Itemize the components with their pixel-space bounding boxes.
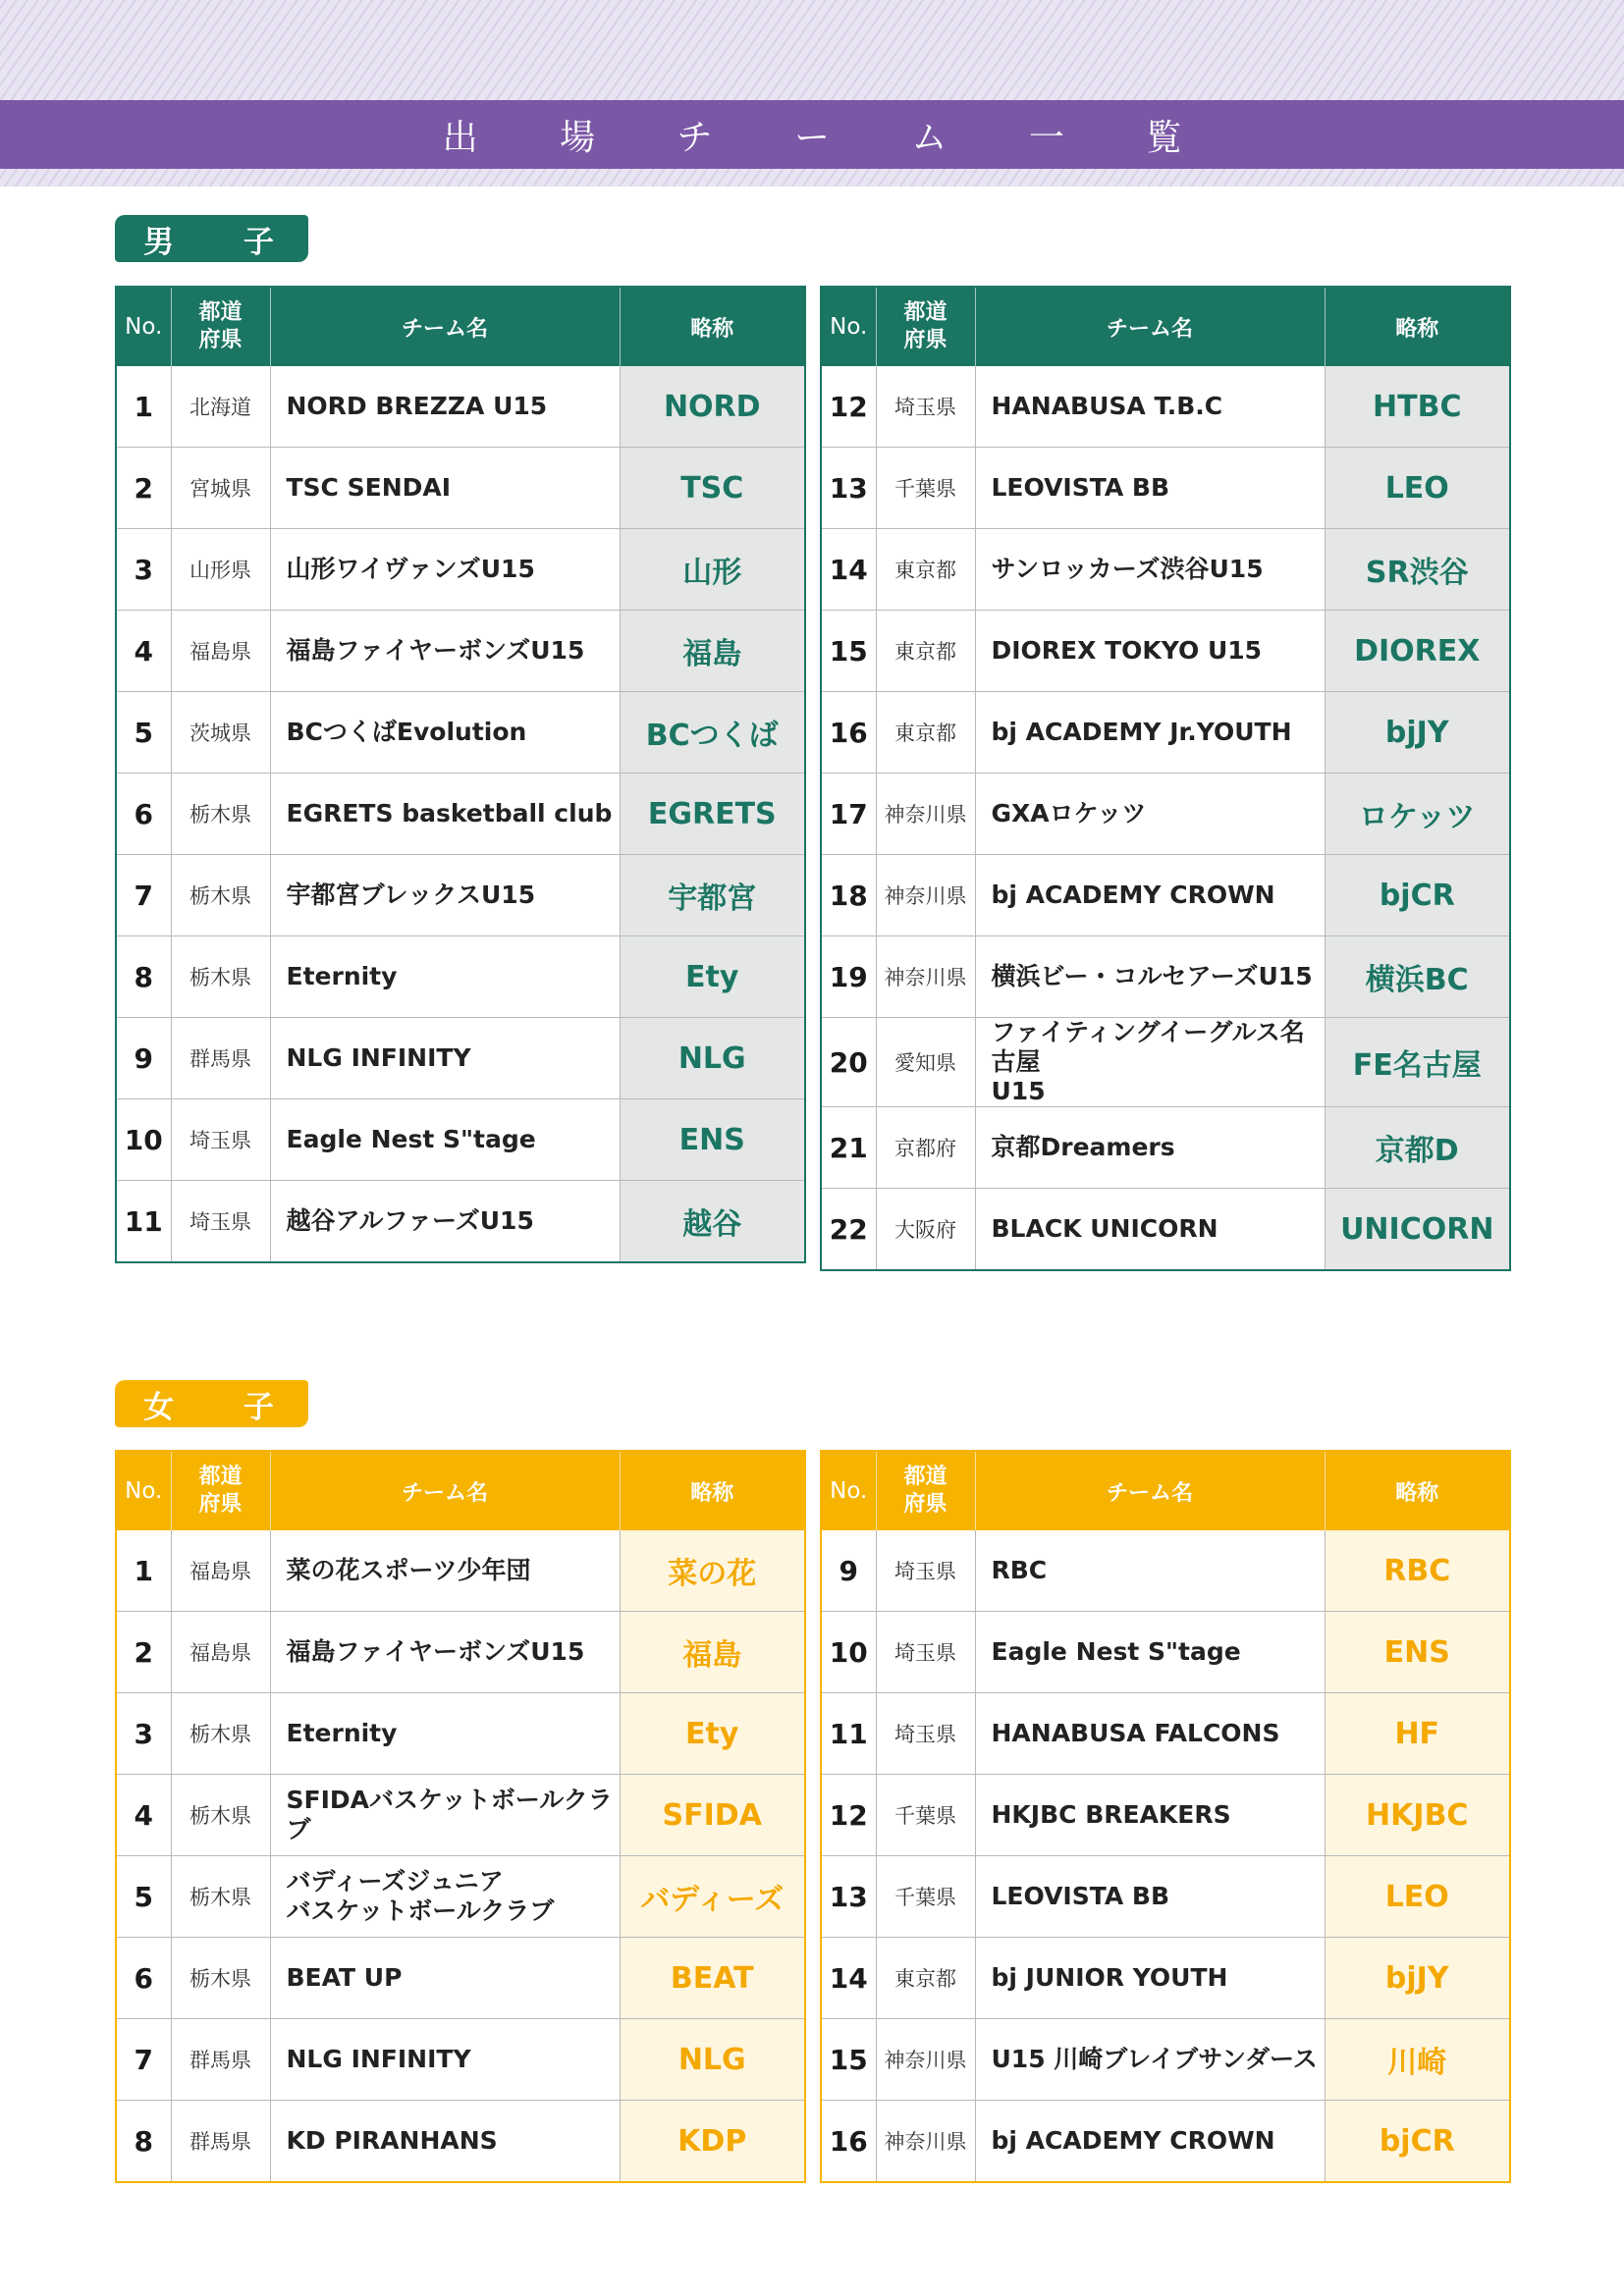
team-number: 6	[116, 1938, 171, 2019]
header-team-name: チーム名	[270, 287, 620, 366]
team-name: Eternity	[270, 936, 620, 1018]
table-row	[116, 529, 805, 611]
table-row	[116, 692, 805, 774]
team-number: 9	[821, 1530, 876, 1612]
team-number: 10	[821, 1612, 876, 1693]
team-abbreviation: HKJBC	[1325, 1775, 1510, 1856]
team-prefecture: 神奈川県	[876, 774, 975, 855]
table-row	[116, 855, 805, 936]
team-number: 18	[821, 855, 876, 936]
header-abbreviation: 略称	[1325, 1451, 1510, 1530]
team-prefecture: 栃木県	[171, 774, 270, 855]
team-number: 4	[116, 611, 171, 692]
table-row	[821, 1693, 1510, 1775]
team-name: SFIDAバスケットボールクラブ	[270, 1775, 620, 1856]
team-abbreviation: SFIDA	[620, 1775, 805, 1856]
team-prefecture: 群馬県	[171, 2019, 270, 2101]
team-number: 1	[116, 1530, 171, 1612]
team-number: 7	[116, 855, 171, 936]
table-row	[821, 1775, 1510, 1856]
team-abbreviation: Ety	[620, 936, 805, 1018]
team-name: GXAロケッツ	[975, 774, 1325, 855]
team-name: HANABUSA FALCONS	[975, 1693, 1325, 1775]
team-name: Eagle Nest S"tage	[975, 1612, 1325, 1693]
team-name: LEOVISTA BB	[975, 448, 1325, 529]
table-row	[821, 1530, 1510, 1612]
table-row	[821, 1107, 1510, 1189]
team-number: 12	[821, 1775, 876, 1856]
boys-section-label: 男 子	[115, 215, 308, 262]
table-row	[116, 1856, 805, 1938]
table-row	[821, 774, 1510, 855]
team-number: 14	[821, 529, 876, 611]
team-prefecture: 神奈川県	[876, 855, 975, 936]
team-abbreviation: NORD	[620, 366, 805, 448]
team-prefecture: 福島県	[171, 1612, 270, 1693]
team-name: HANABUSA T.B.C	[975, 366, 1325, 448]
team-abbreviation: BCつくば	[620, 692, 805, 774]
team-prefecture: 埼玉県	[876, 1693, 975, 1775]
header-no: No.	[116, 1451, 171, 1530]
team-prefecture: 神奈川県	[876, 936, 975, 1018]
team-number: 6	[116, 774, 171, 855]
team-prefecture: 福島県	[171, 611, 270, 692]
girls-table-left	[115, 1450, 806, 2183]
team-prefecture: 栃木県	[171, 1938, 270, 2019]
team-prefecture: 東京都	[876, 692, 975, 774]
team-abbreviation: 川崎	[1325, 2019, 1510, 2101]
team-prefecture: 栃木県	[171, 1693, 270, 1775]
team-abbreviation: Ety	[620, 1693, 805, 1775]
table-row	[116, 366, 805, 448]
header-team-name: チーム名	[270, 1451, 620, 1530]
team-name: EGRETS basketball club	[270, 774, 620, 855]
team-name: HKJBC BREAKERS	[975, 1775, 1325, 1856]
team-name: 京都Dreamers	[975, 1107, 1325, 1189]
team-name-line: バディーズジュニア	[286, 1867, 504, 1896]
table-row	[116, 448, 805, 529]
team-abbreviation: ENS	[620, 1099, 805, 1181]
team-prefecture: 栃木県	[171, 1856, 270, 1938]
team-prefecture: 千葉県	[876, 1775, 975, 1856]
team-name: DIOREX TOKYO U15	[975, 611, 1325, 692]
team-number: 13	[821, 448, 876, 529]
team-prefecture: 栃木県	[171, 936, 270, 1018]
team-name: NORD BREZZA U15	[270, 366, 620, 448]
team-prefecture: 埼玉県	[876, 1612, 975, 1693]
team-prefecture: 埼玉県	[171, 1099, 270, 1181]
team-name: RBC	[975, 1530, 1325, 1612]
team-name: Eagle Nest S"tage	[270, 1099, 620, 1181]
team-name-line: U15	[991, 1077, 1046, 1105]
team-abbreviation: 山形	[620, 529, 805, 611]
team-name: 菜の花スポーツ少年団	[270, 1530, 620, 1612]
team-prefecture: 埼玉県	[876, 366, 975, 448]
table-row	[116, 1693, 805, 1775]
team-abbreviation: bjJY	[1325, 692, 1510, 774]
header-team-name: チーム名	[975, 1451, 1325, 1530]
team-prefecture: 東京都	[876, 529, 975, 611]
table-row	[821, 1856, 1510, 1938]
team-abbreviation: TSC	[620, 448, 805, 529]
team-prefecture: 神奈川県	[876, 2019, 975, 2101]
team-name: 福島ファイヤーボンズU15	[270, 611, 620, 692]
team-name: LEOVISTA BB	[975, 1856, 1325, 1938]
team-abbreviation: 福島	[620, 1612, 805, 1693]
table-row	[821, 529, 1510, 611]
header-team-name: チーム名	[975, 287, 1325, 366]
team-abbreviation: RBC	[1325, 1530, 1510, 1612]
team-prefecture: 群馬県	[171, 2101, 270, 2183]
team-name: サンロッカーズ渋谷U15	[975, 529, 1325, 611]
girls-section-label: 女 子	[115, 1380, 308, 1427]
team-abbreviation: 京都D	[1325, 1107, 1510, 1189]
team-abbreviation: HTBC	[1325, 366, 1510, 448]
table-row	[821, 1612, 1510, 1693]
table-row	[116, 1181, 805, 1263]
team-name: NLG INFINITY	[270, 2019, 620, 2101]
team-number: 10	[116, 1099, 171, 1181]
team-name	[975, 1018, 1325, 1107]
team-name: TSC SENDAI	[270, 448, 620, 529]
team-name: bj ACADEMY Jr.YOUTH	[975, 692, 1325, 774]
team-abbreviation: LEO	[1325, 1856, 1510, 1938]
team-abbreviation: FE名古屋	[1325, 1018, 1510, 1107]
header-prefecture: 都道 府県	[171, 1451, 270, 1530]
team-abbreviation: SR渋谷	[1325, 529, 1510, 611]
table-row	[116, 1530, 805, 1612]
table-row	[116, 1099, 805, 1181]
team-number: 12	[821, 366, 876, 448]
team-name: 越谷アルファーズU15	[270, 1181, 620, 1263]
team-prefecture: 東京都	[876, 1938, 975, 2019]
team-name: bj JUNIOR YOUTH	[975, 1938, 1325, 2019]
table-row	[821, 1938, 1510, 2019]
team-abbreviation: bjCR	[1325, 2101, 1510, 2183]
team-name: BCつくばEvolution	[270, 692, 620, 774]
table-row	[821, 2101, 1510, 2183]
table-row	[116, 774, 805, 855]
table-row	[821, 448, 1510, 529]
team-prefecture: 栃木県	[171, 855, 270, 936]
team-number: 16	[821, 2101, 876, 2183]
page-title: 出 場 チ ー ム 一 覧	[0, 100, 1624, 169]
team-number: 3	[116, 529, 171, 611]
header-no: No.	[821, 287, 876, 366]
team-name: bj ACADEMY CROWN	[975, 855, 1325, 936]
team-number: 1	[116, 366, 171, 448]
table-row	[116, 2019, 805, 2101]
table-row	[821, 611, 1510, 692]
table-row	[116, 1938, 805, 2019]
header-prefecture: 都道 府県	[876, 1451, 975, 1530]
team-number: 22	[821, 1189, 876, 1271]
team-abbreviation: ロケッツ	[1325, 774, 1510, 855]
team-number: 13	[821, 1856, 876, 1938]
team-abbreviation: NLG	[620, 1018, 805, 1099]
team-number: 5	[116, 692, 171, 774]
team-number: 7	[116, 2019, 171, 2101]
team-name: NLG INFINITY	[270, 1018, 620, 1099]
team-abbreviation: bjCR	[1325, 855, 1510, 936]
header-no: No.	[116, 287, 171, 366]
team-abbreviation: 菜の花	[620, 1530, 805, 1612]
team-number: 15	[821, 611, 876, 692]
team-abbreviation: バディーズ	[620, 1856, 805, 1938]
team-name: 横浜ビー・コルセアーズU15	[975, 936, 1325, 1018]
table-row	[116, 1018, 805, 1099]
table-row	[116, 1612, 805, 1693]
team-number: 5	[116, 1856, 171, 1938]
team-number: 4	[116, 1775, 171, 1856]
team-prefecture: 福島県	[171, 1530, 270, 1612]
team-prefecture: 神奈川県	[876, 2101, 975, 2183]
team-number: 21	[821, 1107, 876, 1189]
table-header-row	[821, 287, 1510, 366]
team-name-line: ファイティングイーグルス名古屋	[991, 1018, 1305, 1076]
team-name: KD PIRANHANS	[270, 2101, 620, 2183]
team-prefecture: 栃木県	[171, 1775, 270, 1856]
team-number: 11	[821, 1693, 876, 1775]
boys-table-right	[820, 286, 1511, 1271]
team-name	[270, 1856, 620, 1938]
header-no: No.	[821, 1451, 876, 1530]
team-number: 3	[116, 1693, 171, 1775]
team-prefecture: 宮城県	[171, 448, 270, 529]
team-number: 17	[821, 774, 876, 855]
team-abbreviation: NLG	[620, 2019, 805, 2101]
header-abbreviation: 略称	[620, 1451, 805, 1530]
table-row	[116, 1775, 805, 1856]
team-prefecture: 愛知県	[876, 1018, 975, 1107]
team-abbreviation: LEO	[1325, 448, 1510, 529]
team-prefecture: 埼玉県	[171, 1181, 270, 1263]
team-abbreviation: BEAT	[620, 1938, 805, 2019]
table-header-row	[116, 1451, 805, 1530]
team-prefecture: 茨城県	[171, 692, 270, 774]
team-prefecture: 千葉県	[876, 448, 975, 529]
team-name-line: バスケットボールクラブ	[286, 1896, 555, 1925]
team-abbreviation: KDP	[620, 2101, 805, 2183]
team-abbreviation: 福島	[620, 611, 805, 692]
boys-table-left	[115, 286, 806, 1263]
table-row	[821, 855, 1510, 936]
team-prefecture: 京都府	[876, 1107, 975, 1189]
table-row	[116, 2101, 805, 2183]
team-number: 15	[821, 2019, 876, 2101]
team-name: BLACK UNICORN	[975, 1189, 1325, 1271]
team-abbreviation: UNICORN	[1325, 1189, 1510, 1271]
table-row	[821, 2019, 1510, 2101]
team-abbreviation: bjJY	[1325, 1938, 1510, 2019]
team-name: Eternity	[270, 1693, 620, 1775]
team-number: 9	[116, 1018, 171, 1099]
team-name: 山形ワイヴァンズU15	[270, 529, 620, 611]
team-number: 8	[116, 2101, 171, 2183]
table-row	[116, 611, 805, 692]
header-abbreviation: 略称	[1325, 287, 1510, 366]
team-abbreviation: DIOREX	[1325, 611, 1510, 692]
table-row	[821, 692, 1510, 774]
team-number: 11	[116, 1181, 171, 1263]
table-header-row	[116, 287, 805, 366]
team-number: 19	[821, 936, 876, 1018]
table-row	[821, 1018, 1510, 1107]
table-row	[821, 936, 1510, 1018]
header-prefecture: 都道 府県	[171, 287, 270, 366]
team-abbreviation: 越谷	[620, 1181, 805, 1263]
team-number: 14	[821, 1938, 876, 2019]
team-prefecture: 東京都	[876, 611, 975, 692]
team-abbreviation: 横浜BC	[1325, 936, 1510, 1018]
table-header-row	[821, 1451, 1510, 1530]
team-number: 2	[116, 448, 171, 529]
team-number: 20	[821, 1018, 876, 1107]
team-abbreviation: HF	[1325, 1693, 1510, 1775]
header-abbreviation: 略称	[620, 287, 805, 366]
team-prefecture: 群馬県	[171, 1018, 270, 1099]
team-name: 福島ファイヤーボンズU15	[270, 1612, 620, 1693]
team-prefecture: 千葉県	[876, 1856, 975, 1938]
team-abbreviation: ENS	[1325, 1612, 1510, 1693]
team-number: 2	[116, 1612, 171, 1693]
team-prefecture: 山形県	[171, 529, 270, 611]
team-name: U15 川崎ブレイブサンダース	[975, 2019, 1325, 2101]
table-row	[116, 936, 805, 1018]
team-abbreviation: 宇都宮	[620, 855, 805, 936]
team-number: 16	[821, 692, 876, 774]
team-name: BEAT UP	[270, 1938, 620, 2019]
team-number: 8	[116, 936, 171, 1018]
team-prefecture: 大阪府	[876, 1189, 975, 1271]
team-abbreviation: EGRETS	[620, 774, 805, 855]
girls-table-right	[820, 1450, 1511, 2183]
table-row	[821, 1189, 1510, 1271]
team-name: 宇都宮ブレックスU15	[270, 855, 620, 936]
team-name: bj ACADEMY CROWN	[975, 2101, 1325, 2183]
table-row	[821, 366, 1510, 448]
team-prefecture: 北海道	[171, 366, 270, 448]
team-prefecture: 埼玉県	[876, 1530, 975, 1612]
header-prefecture: 都道 府県	[876, 287, 975, 366]
